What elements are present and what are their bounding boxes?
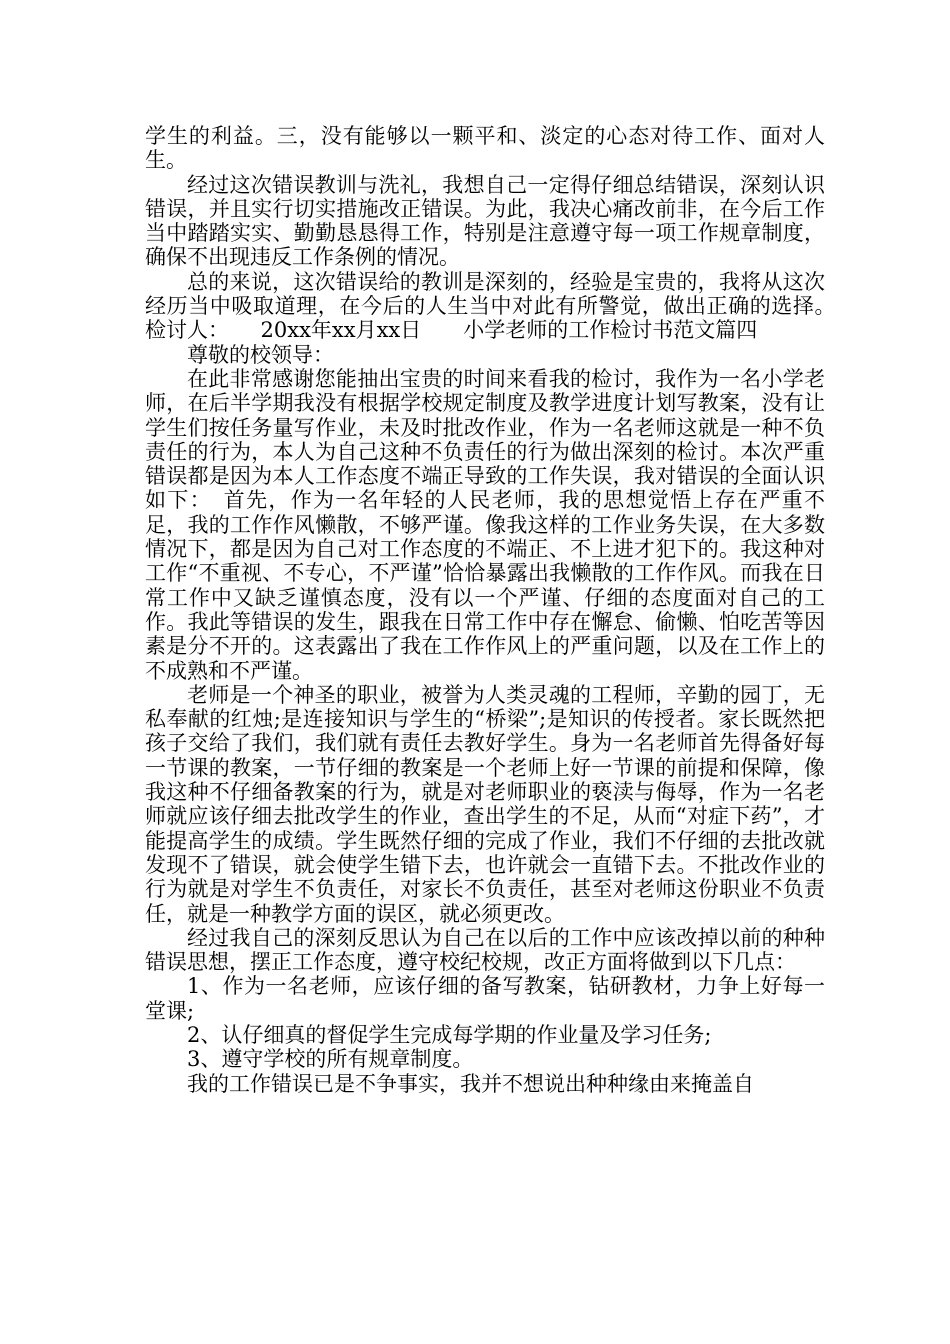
- paragraph: 3、遵守学校的所有规章制度。: [187, 1047, 474, 1072]
- paragraph: 1、作为一名老师，应该仔细的备写教案，钻研教材，力争上好每一堂课;: [145, 974, 825, 1023]
- document-body: [145, 124, 867, 1096]
- paragraph: 2、认仔细真的督促学生完成每学期的作业量及学习任务;: [187, 1022, 712, 1047]
- paragraph: 在此非常感谢您能抽出宝贵的时间来看我的检讨，我作为一名小学老师，在后半学期我没有根据学校规定制度及教学进度计划写教案，没有让学生们按任务量写作业，未及时批改作业，作为一名老师这就是一种不负责任的行为，本人为自己这种不负责任的行为做出深刻的检讨。本次严重错误都是因为本人工作态度不端正导致的工作失误，我对错误的全面认识如下： 首先，作为一名年轻的人民老师，我的思想觉悟上存在严重不足，我的工作作风懒散，不够严谨。像我这样的工作业务失误，在大多数情况下，都是因为自己对工作态度的不端正、不上进才犯下的。我这种对工作“不重视、不专心，不严谨”恰恰暴露出我懒散的工作作风。而我在日常工作中又缺乏谨慎态度，没有以一个严谨、仔细的态度面对自己的工作。我此等错误的发生，跟我在日常工作中存在懈怠、偷懒、怕吃苦等因素是分不开的。这表露出了我在工作作风上的严重问题，以及在工作上的不成熟和不严谨。: [145, 366, 825, 683]
- paragraph: 老师是一个神圣的职业，被誉为人类灵魂的工程师，辛勤的园丁，无私奉献的红烛;是连接知识与学生的“桥梁”;是知识的传授者。家长既然把孩子交给了我们，我们就有责任去教好学生。身为一名老师首先得备好每一节课的教案，一节仔细的教案是一个老师上好一节课的前提和保障，像我这种不仔细备教案的行为，就是对老师职业的亵渎与侮辱，作为一名老师就应该仔细去批改学生的作业，查出学生的不足，从而“对症下药”，才能提高学生的成绩。学生既然仔细的完成了作业，我们不仔细的去批改就发现不了错误，就会使学生错下去，也许就会一直错下去。不批改作业的行为就是对学生不负责任，对家长不负责任，甚至对老师这份职业不负责任，就是一种教学方面的误区，就必须更改。: [145, 682, 825, 926]
- paragraph: 总的来说，这次错误给的教训是深刻的，经验是宝贵的，我将从这次经历当中吸取道理，在今后的人生当中对此有所警觉，做出正确的选择。 检讨人： 20xx年xx月xx日 小学老师的工作检讨书范文篇四: [145, 269, 867, 343]
- paragraph: 经过我自己的深刻反思认为自己在以后的工作中应该改掉以前的种种错误思想，摆正工作态度，遵守校纪校规，改正方面将做到以下几点：: [145, 925, 825, 975]
- paragraph: 学生的利益。三，没有能够以一颗平和、淡定的心态对待工作、面对人生。: [145, 124, 825, 173]
- paragraph: 尊敬的校领导：: [187, 342, 334, 367]
- paragraph: 我的工作错误已是不争事实，我并不想说出种种缘由来掩盖自: [187, 1071, 754, 1096]
- paragraph: 经过这次错误教训与洗礼，我想自己一定得仔细总结错误，深刻认识错误，并且实行切实措施改正错误。为此，我决心痛改前非，在今后工作当中踏踏实实、勤勤恳恳得工作，特别是注意遵守每一项工作规章制度，确保不出现违反工作条例的情况。: [145, 172, 825, 270]
